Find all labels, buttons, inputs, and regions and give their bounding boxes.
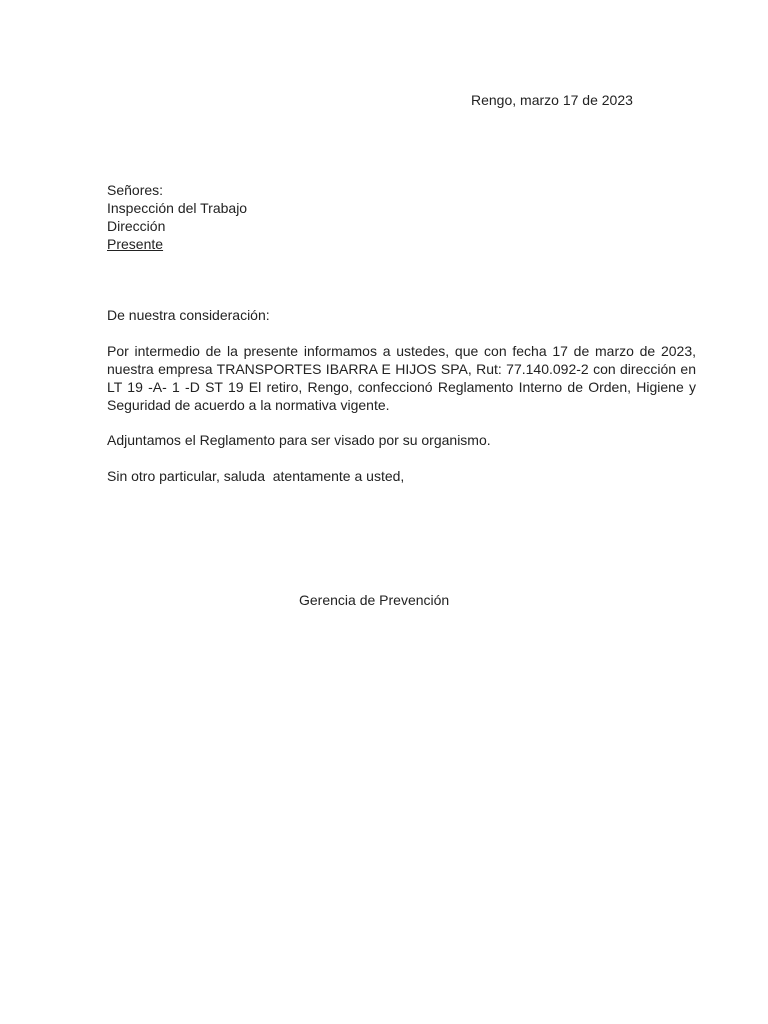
salutation: De nuestra consideración:: [107, 307, 270, 323]
recipient-block: [107, 181, 247, 253]
recipient-presente: Presente: [107, 236, 164, 252]
body-paragraph: Por intermedio de la presente informamos a ustedes, que con fecha 17 de marzo de 2023, nuestra empresa TRANSPORTES IBARRA E HIJOS SPA, Rut: 77.140.092-2 con dirección en LT 19 -A- 1 -D ST 19 El retiro, Rengo, confeccionó Reglamento Interno de Orden, Higiene y Seguridad de acuerdo a la normativa vigente.: [107, 343, 696, 413]
recipient-department: Dirección: [107, 218, 166, 234]
attachment-line: Adjuntamos el Reglamento para ser visado por su organismo.: [107, 432, 491, 448]
closing-line: Sin otro particular, saluda atentamente a usted,: [107, 468, 405, 484]
signature-line: Gerencia de Prevención: [299, 592, 450, 608]
recipient-organization: Inspección del Trabajo: [107, 200, 248, 216]
date-line: Rengo, marzo 17 de 2023: [471, 92, 633, 108]
recipient-greeting: Señores:: [107, 182, 164, 198]
